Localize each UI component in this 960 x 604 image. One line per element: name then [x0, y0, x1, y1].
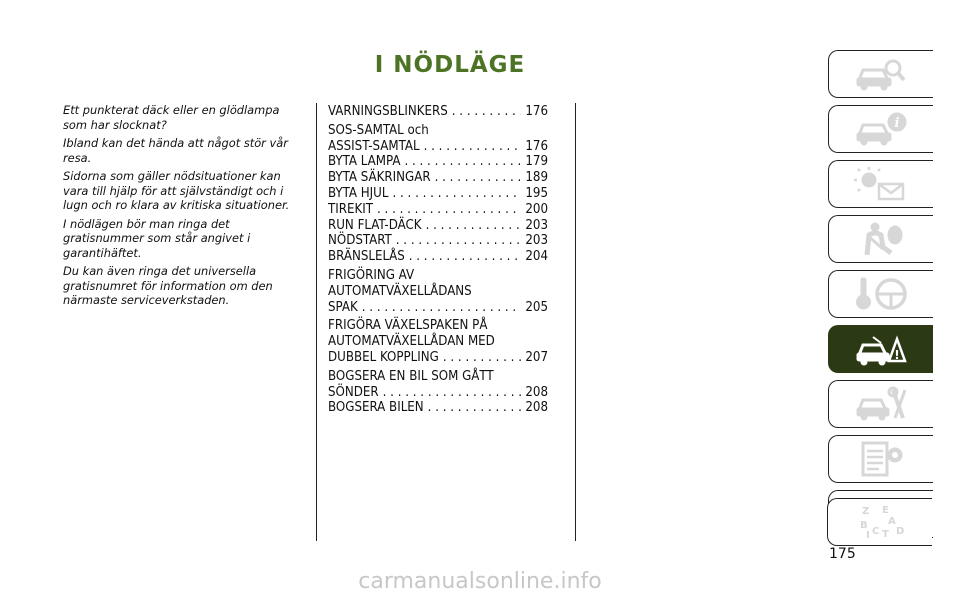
toc-page-number: 200	[525, 201, 548, 217]
tab-safety[interactable]	[828, 215, 933, 263]
toc-page-number: 205	[525, 299, 548, 315]
toc-page-number: 208	[525, 384, 548, 400]
seatbelt-airbag-icon	[853, 221, 909, 257]
page-title: I NÖDLÄGE	[374, 52, 526, 78]
toc-entry[interactable]	[328, 318, 548, 365]
toc-page-number: 195	[525, 185, 548, 201]
toc-entry-label: ASSIST-SAMTAL	[328, 138, 420, 154]
intro-paragraph: Sidorna som gäller nödsituationer kan vara till hjälp för att självständigt och i lugn och ro klara av kritiska situationer.	[63, 169, 290, 212]
toc-page-number: 203	[525, 217, 548, 233]
svg-text:C: C	[872, 526, 880, 537]
intro-paragraph: Ibland kan det hända att något stör vår resa.	[63, 136, 288, 165]
toc-entry[interactable]	[328, 154, 548, 170]
toc-dot-leader	[452, 104, 522, 120]
toc-dot-leader	[435, 170, 522, 186]
toc-entry[interactable]	[328, 202, 548, 218]
toc-dot-leader	[383, 385, 522, 401]
intro-text	[63, 103, 303, 312]
checklist-gear-icon	[853, 441, 909, 477]
toc-page-number: 204	[525, 249, 548, 265]
toc-dot-leader	[424, 139, 522, 155]
dashboard-lights-message-icon	[853, 166, 909, 202]
toc-entry[interactable]	[328, 104, 548, 120]
svg-text:I: I	[866, 530, 870, 540]
toc-dot-leader	[409, 249, 522, 265]
tab-emergency[interactable]	[828, 325, 933, 373]
toc-entry[interactable]	[328, 249, 548, 265]
car-info-icon	[853, 111, 909, 147]
tab-start-driving[interactable]	[828, 270, 933, 318]
key-steering-wheel-icon	[853, 276, 909, 312]
tab-car-info[interactable]	[828, 105, 933, 153]
toc-entry-label: BYTA LAMPA	[328, 154, 401, 170]
svg-text:!: !	[894, 348, 900, 362]
svg-text:T: T	[882, 529, 889, 540]
toc-page-number: 203	[525, 233, 548, 249]
tab-index[interactable]	[827, 498, 932, 546]
toc-entry-label: SPAK	[328, 299, 358, 315]
toc-entry-label: BYTA SÄKRINGAR	[328, 170, 431, 186]
toc-entry-label: TIREKIT	[328, 201, 373, 217]
toc-page-number: 179	[525, 154, 548, 170]
toc-entry[interactable]	[328, 268, 548, 315]
intro-paragraph: I nödlägen bör man ringa det gratisnummer som står angivet i garantihäftet.	[63, 216, 251, 260]
svg-text:Z: Z	[862, 506, 870, 517]
toc-entry[interactable]	[328, 369, 548, 401]
toc-entry[interactable]	[328, 170, 548, 186]
car-search-icon	[853, 56, 909, 92]
watermark: carmanualsonline.info	[358, 569, 602, 594]
intro-paragraph: Ett punkterat däck eller en glödlampa som har slocknat?	[63, 103, 280, 132]
svg-text:i: i	[894, 116, 900, 131]
toc-dot-leader	[426, 218, 522, 234]
toc-entry-label: BYTA HJUL	[328, 185, 389, 201]
toc-dot-leader	[443, 350, 522, 366]
toc-page-number: 189	[525, 170, 548, 186]
toc-entry-label: RUN FLAT-DÄCK	[328, 217, 422, 233]
intro-paragraph: Du kan även ringa det universella gratisnumret för information om den närmaste serviceverkstaden.	[63, 264, 273, 307]
tab-dashboard-lights[interactable]	[828, 160, 933, 208]
toc-entry-label: SÖNDER	[328, 384, 379, 400]
toc-page-number: 176	[525, 104, 548, 119]
toc-entry-heading: BOGSERA EN BIL SOM GÅTT	[328, 368, 494, 384]
column-divider-right	[575, 103, 576, 541]
column-divider-left	[316, 103, 317, 541]
chapter-tabs	[828, 50, 940, 547]
toc-dot-leader	[404, 154, 521, 170]
toc-entry-label: NÖDSTART	[328, 233, 392, 249]
toc-entry-label: DUBBEL KOPPLING	[328, 349, 439, 365]
toc-dot-leader	[362, 300, 522, 316]
toc-entry-label: BRÄNSLELÅS	[328, 249, 405, 265]
toc-page-number: 207	[525, 349, 548, 365]
toc-entry-heading: SOS-SAMTAL och	[328, 122, 429, 138]
toc-dot-leader	[377, 202, 521, 218]
svg-text:E: E	[882, 505, 889, 516]
toc-entry-heading: FRIGÖRA VÄXELSPAKEN PÅ AUTOMATVÄXELLÅDAN MED	[328, 318, 495, 350]
toc-entry-label: VARNINGSBLINKERS	[328, 104, 448, 119]
car-breakdown-warning-icon	[853, 331, 909, 367]
toc-page-number: 176	[525, 138, 548, 154]
toc-entry-label: BOGSERA BILEN	[328, 400, 424, 416]
toc-entry[interactable]	[328, 233, 548, 249]
tab-car-search[interactable]	[828, 50, 933, 98]
toc-entry[interactable]	[328, 123, 548, 155]
alphabetical-index-icon	[852, 504, 908, 540]
page-number: 175	[829, 546, 856, 562]
toc-dot-leader	[428, 400, 522, 416]
toc-page-number: 208	[525, 400, 548, 416]
toc-entry-heading: FRIGÖRING AV AUTOMATVÄXELLÅDANS	[328, 267, 472, 299]
toc-entry[interactable]	[328, 218, 548, 234]
svg-text:D: D	[896, 526, 905, 537]
table-of-contents	[328, 104, 548, 416]
toc-entry[interactable]	[328, 400, 548, 416]
svg-text:A: A	[888, 516, 896, 527]
toc-entry[interactable]	[328, 186, 548, 202]
svg-text:B: B	[860, 520, 868, 531]
tab-maintenance[interactable]	[828, 380, 933, 428]
tab-technical-data[interactable]	[828, 435, 933, 483]
toc-dot-leader	[392, 186, 521, 202]
toc-dot-leader	[396, 233, 522, 249]
car-wrench-icon	[853, 386, 909, 422]
